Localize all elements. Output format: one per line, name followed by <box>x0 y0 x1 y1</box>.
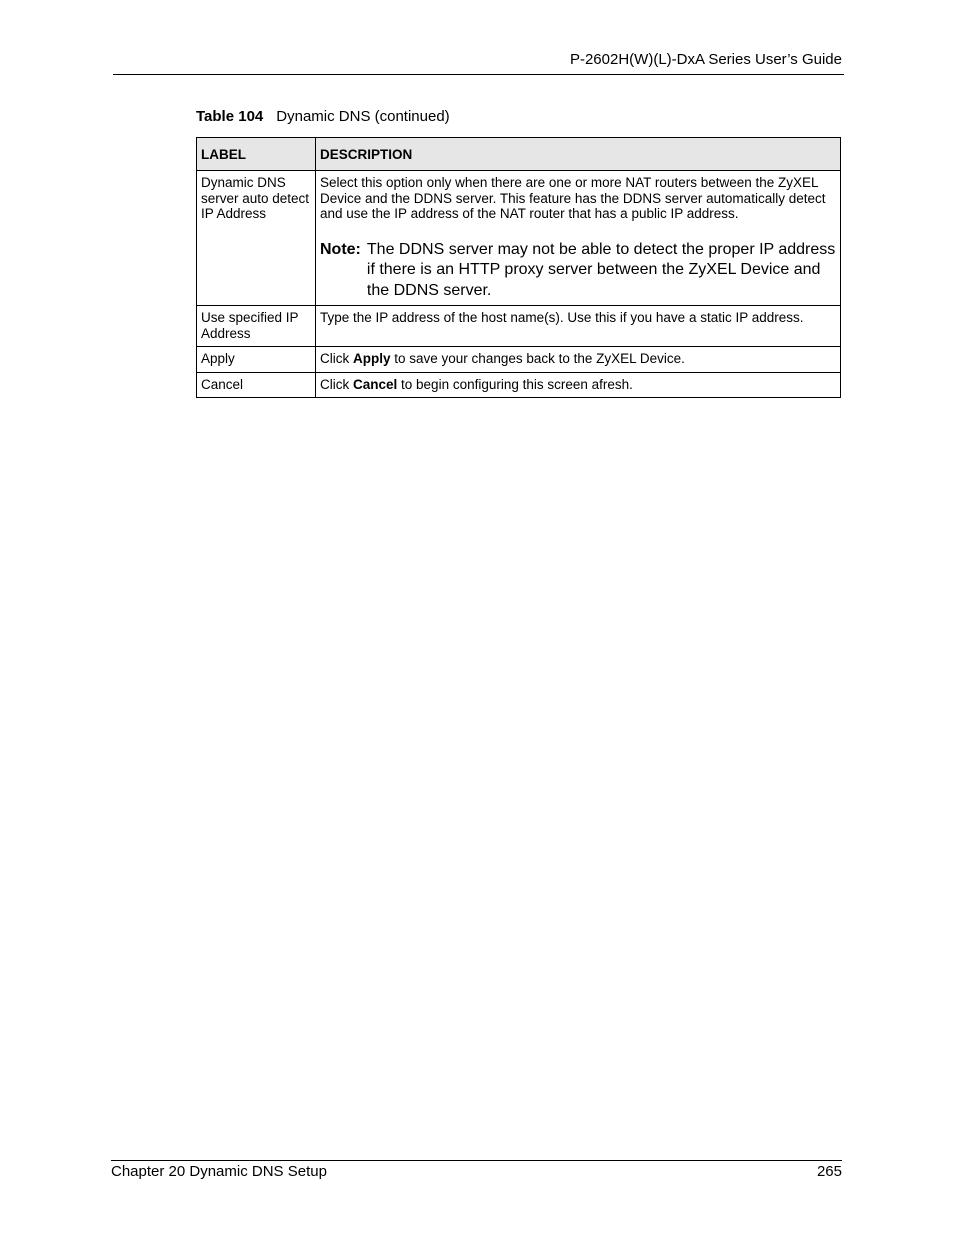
row-description <box>316 372 841 398</box>
cancel-term: Cancel <box>353 376 398 392</box>
row-label: Apply <box>197 347 316 373</box>
table-row <box>197 171 841 306</box>
row-description <box>316 171 841 306</box>
page-number: 265 <box>816 1163 842 1180</box>
chapter-title: Chapter 20 Dynamic DNS Setup <box>111 1163 327 1180</box>
document-title: P-2602H(W)(L)-DxA Series User’s Guide <box>569 51 842 68</box>
table-row <box>197 347 841 373</box>
page-header <box>113 50 844 75</box>
dynamic-dns-table <box>196 137 841 398</box>
table-row <box>197 372 841 398</box>
description-column-header: DESCRIPTION <box>316 138 841 171</box>
row-description: Type the IP address of the host name(s). Use this if you have a static IP address. <box>316 306 841 347</box>
table-row <box>197 306 841 347</box>
label-column-header: LABEL <box>197 138 316 171</box>
description-suffix: to save your changes back to the ZyXEL Device. <box>390 351 685 366</box>
row-label: Dynamic DNS server auto detect IP Address <box>197 171 316 306</box>
description-suffix: to begin configuring this screen afresh. <box>397 376 633 392</box>
note <box>320 240 836 302</box>
page-footer <box>111 1160 842 1183</box>
table-caption <box>196 108 450 125</box>
description-text: Select this option only when there are one or more NAT routers between the ZyXEL Device and the DDNS server. This feature has the DDNS server automatically detect and use the IP address of the NAT router that has a public IP address. <box>320 175 826 221</box>
note-text: The DDNS server may not be able to detect the proper IP address if there is an HTTP proxy server between the ZyXEL Device and the DDNS server. <box>366 240 836 299</box>
row-label: Use specified IP Address <box>197 306 316 347</box>
table-title: Dynamic DNS (continued) <box>276 108 450 125</box>
row-label: Cancel <box>197 372 316 398</box>
table-header-row <box>197 138 841 171</box>
note-label: Note: <box>320 240 361 258</box>
row-description <box>316 347 841 373</box>
description-prefix: Click <box>320 376 353 392</box>
table-number: Table 104 <box>196 108 264 125</box>
apply-term: Apply <box>353 351 391 366</box>
description-prefix: Click <box>320 351 353 366</box>
